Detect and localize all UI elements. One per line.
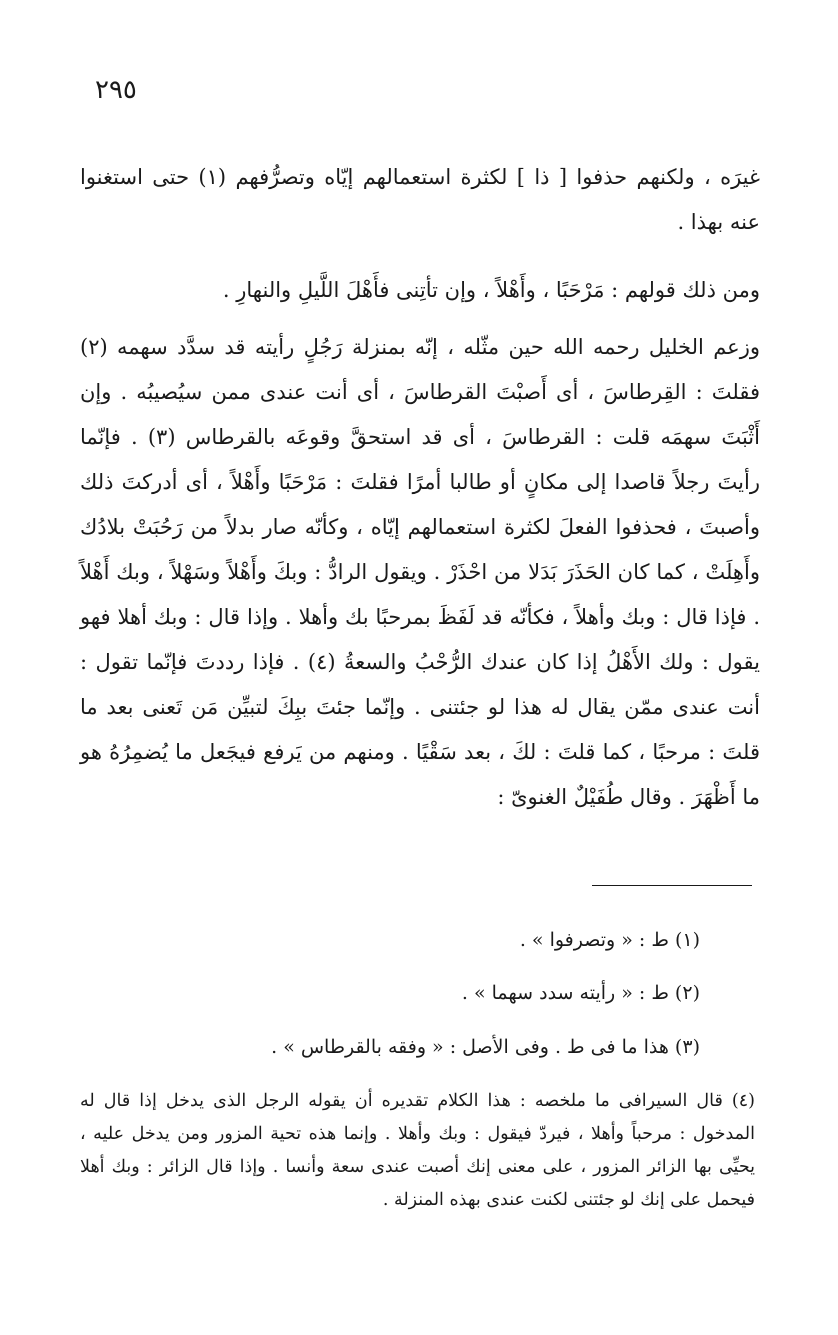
paragraph-text: ومن ذلك قولهم : مَرْحَبًا ، وأَهْلاً ، وإن تأتِنى فأَهْلَ اللَّيلِ والنهارِ .: [222, 278, 760, 302]
page-number: ٢٩٥: [95, 75, 137, 105]
footnote-1: (١) ط : « وتصرفوا » .: [519, 929, 700, 951]
body-paragraph-3: [80, 325, 760, 820]
paragraph-text: غيرَه ، ولكنهم حذفوا [ ذا ] لكثرة استعمالهم إيّاه وتصرُّفهم (١) حتى استغنوا عنه بهذا .: [80, 165, 760, 234]
footnote-divider: [592, 885, 752, 886]
footnote-4: (٤) قال السيرافى ما ملخصه : هذا الكلام تقديره أن يقوله الرجل الذى يدخل إذا قال له المدخول : مرحباً وأهلا ، فيردّ فيقول : وبك وأهلا . وإنما هذه تحية المزور ومن يدخل عليه ، يحيِّى بها الزائر المزور ، على معنى إنك أصبت عندى سعة وأنسا . وإذا قال الزائر : وبك أهلا فيحمل على إنك لو جئتنى لكنت عندى بهذه المنزلة .: [80, 1091, 755, 1210]
body-paragraph-2: [80, 268, 760, 313]
footnote-2: (٢) ط : « رأيته سدد سهما » .: [461, 982, 700, 1004]
footnote-3: (٣) هذا ما فى ط . وفى الأصل : « وفقه بالقرطاس » .: [271, 1036, 700, 1058]
body-paragraph-1: [80, 155, 760, 245]
paragraph-text: وزعم الخليل رحمه الله حين مثّله ، إنّه بمنزلة رَجُلٍ رأيته قد سدَّد سهمه (٢) فقلتَ : القِرطاسَ ، أى أَصبْتَ القرطاسَ ، أى أنت عندى ممن سيُصيبُه . وإن أَثْبَتَ سهمَه قلت : القرطاسَ ، أى قد استحقَّ وقوعَه بالقرطاس (٣) . فإنّما رأيتَ رجلاً قاصدا إلى مكانٍ أو طالبا أمرًا فقلتَ : مَرْحَبًا وأَهْلاً ، أى أدركتَ ذلك وأصبتَ ، فحذفوا الفعلَ لكثرة استعمالهم إيّاه ، وكأنّه صار بدلاً من رَحُبَتْ بلادُك وأَهِلَتْ ، كما كان الحَذَرَ بَدَلا من احْذَرْ . ويقول الرادُّ : وبكَ وأَهْلاً وسَهْلاً ، وبك أَهْلاً . فإذا قال : وبك وأهلاً ، فكأنّه قد لَفَظَ بمرحبًا بك وأهلا . وإذا قال : وبك أهلا فهو يقول : ولك الأَهْلُ إذا كان عندك الرُّحْبُ والسعةُ (٤) . فإذا رددتَ فإنّما تقول : أنت عندى ممّن يقال له هذا لو جئتنى . وإنّما جئتَ ببِكَ لتبيِّن مَن تَعنى بعد ما قلتَ : مرحبًا ، كما قلتَ : لكَ ، بعد سَقْيًا . ومنهم من يَرفع فيجَعل ما يُضمِرُهُ هو ما أَظْهَرَ . وقال طُفَيْلٌ الغنوىّ :: [80, 335, 760, 809]
